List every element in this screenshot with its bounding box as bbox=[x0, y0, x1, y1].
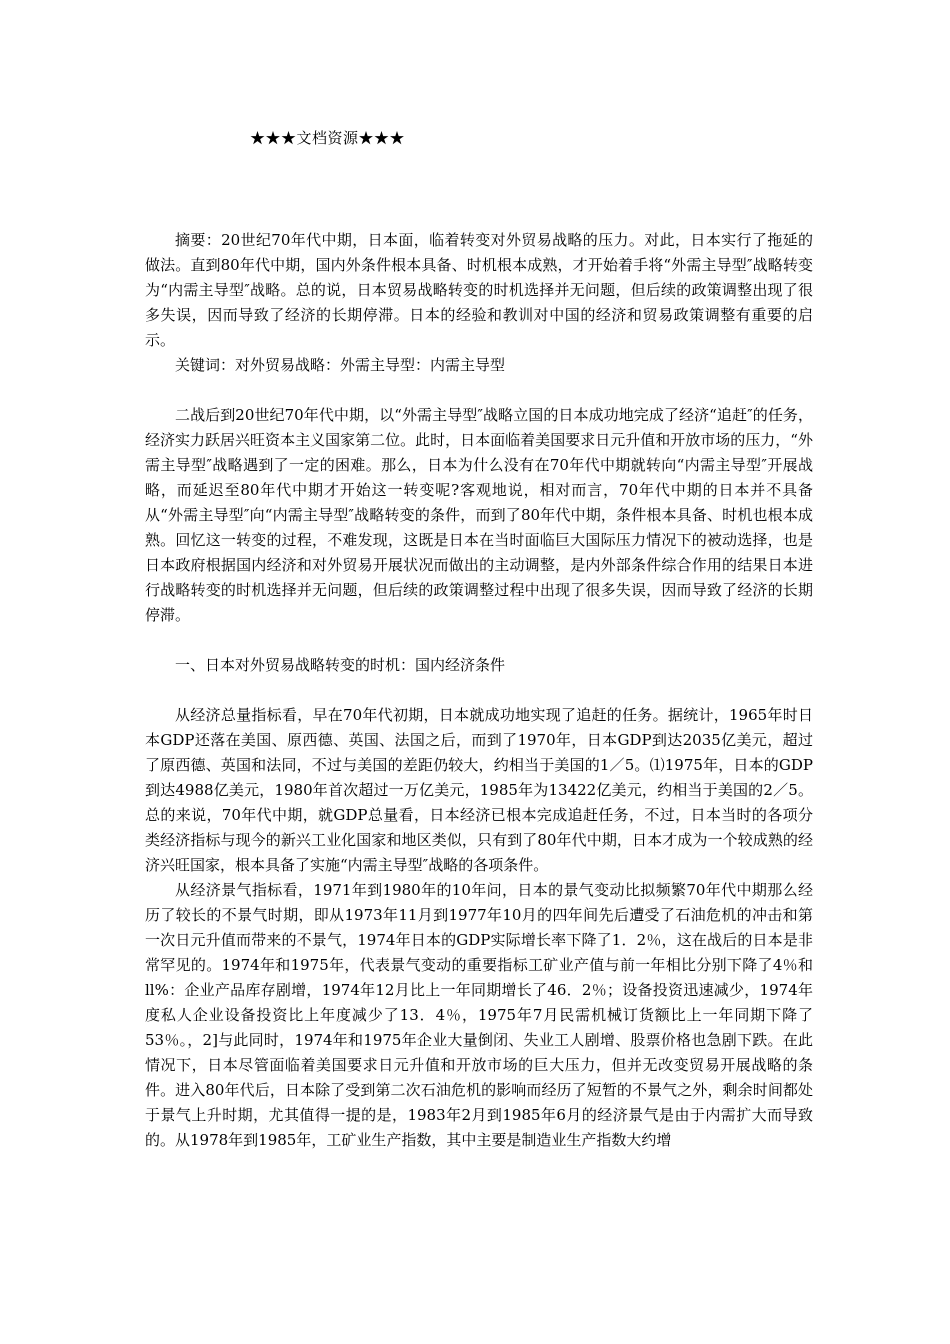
intro-paragraph: 二战后到20世纪70年代中期，以“外需主导型″战略立国的日本成功地完成了经济“追赶″的任务，经济实力跃居兴旺资本主义国家第二位。此时，日本面临着美国要求日元升值和开放市场的压力，“外需主导型″战略遇到了一定的困难。那么，日本为什么没有在70年代中期就转向“内需主导型″开展战略，而延迟至80年代中期才开始这一转变呢?客观地说，相对而言，70年代中期的日本并不具备从“外需主导型″向“内需主导型″战略转变的条件，而到了80年代中期，条件根本具备、时机也根本成熟。回忆这一转变的过程，不难发现，这既是日本在当时面临巨大国际压力情况下的被动选择，也是日本政府根据国内经济和对外贸易开展状况而做出的主动调整，是内外部条件综合作用的结果日本进行战略转变的时机选择并无问题，但后续的政策调整过程中出现了很多失误，因而导致了经济的长期停滞。 bbox=[145, 406, 813, 624]
section-heading: 一、日本对外贸易战略转变的时机：国内经济条件 bbox=[175, 656, 506, 674]
section-paragraph: 从经济景气指标看，1971年到1980年的10年问，日本的景气变动比拟频繁70年代中期那么经历了较长的不景气时期，即从1973年11月到1977年10月的四年间先后遭受了石油危机的冲击和第一次日元升值而带来的不景气，1974年日本的GDP实际增长率下降了1．2％，这在战后的日本是非常罕见的。1974年和1975年，代表景气变动的重要指标工矿业产值与前一年相比分别下降了4％和ll%：企业产品库存剧增，1974年12月比上一年同期增长了46．2％；设备投资迅速减少，1974年度私人企业设备投资比上年度减少了13．4％，1975年7月民需机械订货额比上一年同期下降了53％。，2]与此同时，1974年和1975年企业大量倒闭、失业工人剧增、股票价格也急剧下跌。在此情况下，日本尽管面临着美国要求日元升值和开放市场的巨大压力，但并无改变贸易开展战略的条件。进入80年代后，日本除了受到第二次石油危机的影响而经历了短暂的不景气之外，剩余时间都处于景气上升时期，尤其值得一提的是，1983年2月到1985年6月的经济景气是由于内需扩大而导致的。从1978年到1985年，工矿业生产指数，其中主要是制造业生产指数大约增 bbox=[145, 881, 813, 1149]
keywords-line: 关键词：对外贸易战略：外需主导型：内需主导型 bbox=[175, 356, 506, 374]
document-body bbox=[145, 228, 813, 1153]
section-paragraph: 从经济总量指标看，早在70年代初期，日本就成功地实现了追赶的任务。据统计，1965年时日本GDP还落在美国、原西德、英国、法国之后，而到了1970年，日本GDP到达2035亿美元，超过了原西德、英国和法同，不过与美国的差距仍较大，约相当于美国的1／5。⑴1975年，日本的GDP到达4988亿美元，1980年首次超过一万亿美元，1985年为13422亿美元，约相当于美国的2／5。总的来说，70年代中期，就GDP总量看，日本经济已根本完成追赶任务，不过，日本当时的各项分类经济指标与现今的新兴工业化国家和地区类似，只有到了80年代中期，日本才成为一个较成熟的经济兴旺国家，根本具备了实施“内需主导型″战略的各项条件。 bbox=[145, 706, 813, 874]
document-header-title: ★★★文档资源★★★ bbox=[250, 129, 406, 147]
abstract-paragraph: 摘要：20世纪70年代中期，日本面，临着转变对外贸易战略的压力。对此，日本实行了拖延的做法。直到80年代中期，国内外条件根本具备、时机根本成熟，才开始着手将“外需主导型″战略转变为“内需主导型″战略。总的说，日本贸易战略转变的时机选择并无问题，但后续的政策调整出现了很多失误，因而导致了经济的长期停滞。日本的经验和教训对中国的经济和贸易政策调整有重要的启示。 bbox=[145, 231, 813, 349]
